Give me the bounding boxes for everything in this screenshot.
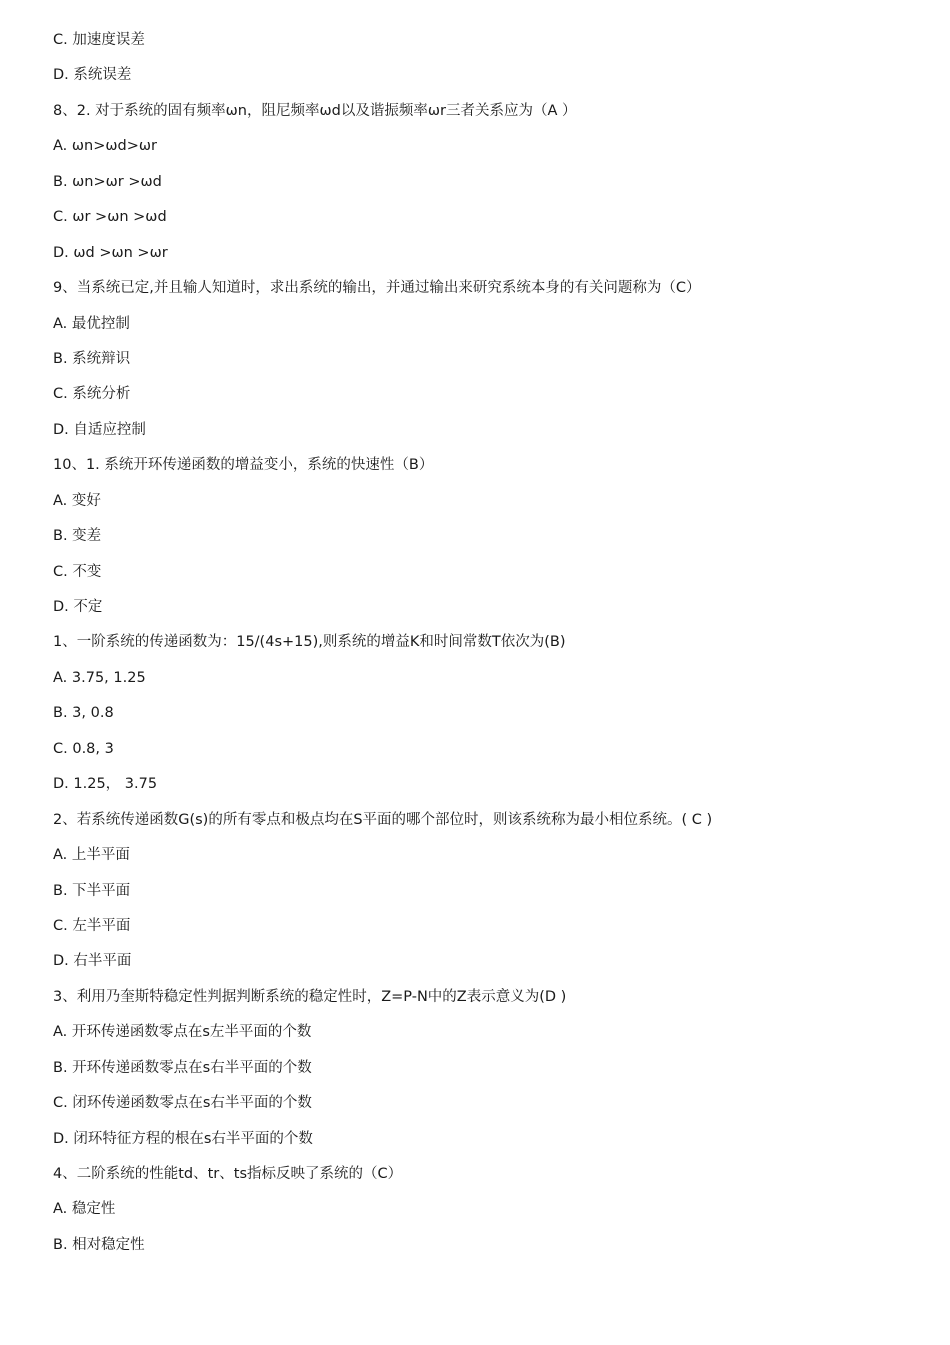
option-line: A. 上半平面 — [53, 847, 130, 864]
option-line: C. 左半平面 — [53, 917, 131, 934]
option-line: D. ωd >ωn >ωr — [53, 244, 168, 261]
option-line: B. 3, 0.8 — [53, 705, 114, 722]
option-line: A. 3.75, 1.25 — [53, 669, 146, 686]
question-line: 2、若系统传递函数G(s)的所有零点和极点均在S平面的哪个部位时，则该系统称为最小相位系统。( C ) — [53, 811, 713, 828]
question-list — [53, 29, 913, 1269]
option-line: C. ωr >ωn >ωd — [53, 209, 167, 226]
question-line: 4、二阶系统的性能td、tr、ts指标反映了系统的（C） — [53, 1166, 403, 1182]
option-line: A. 最优控制 — [53, 315, 130, 332]
option-line: C. 不变 — [53, 563, 102, 580]
option-line: D. 1.25， 3.75 — [53, 776, 158, 793]
option-line: D. 右半平面 — [53, 953, 132, 970]
option-line: D. 闭环特征方程的根在s右半平面的个数 — [53, 1130, 313, 1147]
option-line: B. ωn>ωr >ωd — [53, 173, 162, 190]
question-line: 1、一阶系统的传递函数为：15/(4s+15),则系统的增益K和时间常数T依次为(B) — [53, 634, 566, 651]
option-line: B. 相对稳定性 — [53, 1236, 145, 1253]
option-line: B. 系统辩识 — [53, 350, 131, 367]
option-line: B. 开环传递函数零点在s右半平面的个数 — [53, 1059, 312, 1076]
option-line: D. 不定 — [53, 599, 103, 615]
option-line: B. 变差 — [53, 528, 102, 545]
option-line: A. 稳定性 — [53, 1201, 116, 1218]
option-line: A. ωn>ωd>ωr — [53, 138, 157, 155]
option-line: C. 闭环传递函数零点在s右半平面的个数 — [53, 1095, 312, 1112]
option-line: D. 系统误差 — [53, 67, 132, 84]
question-line: 3、利用乃奎斯特稳定性判据判断系统的稳定性时，Z=P-N中的Z表示意义为(D ) — [53, 988, 567, 1005]
option-line: A. 开环传递函数零点在s左半平面的个数 — [53, 1024, 312, 1041]
option-line: D. 自适应控制 — [53, 421, 146, 438]
option-line: B. 下半平面 — [53, 882, 131, 899]
question-line: 8、2. 对于系统的固有频率ωn，阻尼频率ωd以及谐振频率ωr三者关系应为（A ） — [53, 102, 577, 119]
option-line: C. 系统分析 — [53, 386, 131, 403]
question-line: 10、1. 系统开环传递函数的增益变小，系统的快速性（B） — [53, 457, 434, 474]
option-line: C. 0.8, 3 — [53, 740, 114, 757]
option-line: C. 加速度误差 — [53, 32, 145, 48]
question-line: 9、当系统已定,并且输人知道时，求出系统的输出，并通过输出来研究系统本身的有关问题称为（C） — [53, 280, 701, 297]
option-line: A. 变好 — [53, 492, 101, 509]
